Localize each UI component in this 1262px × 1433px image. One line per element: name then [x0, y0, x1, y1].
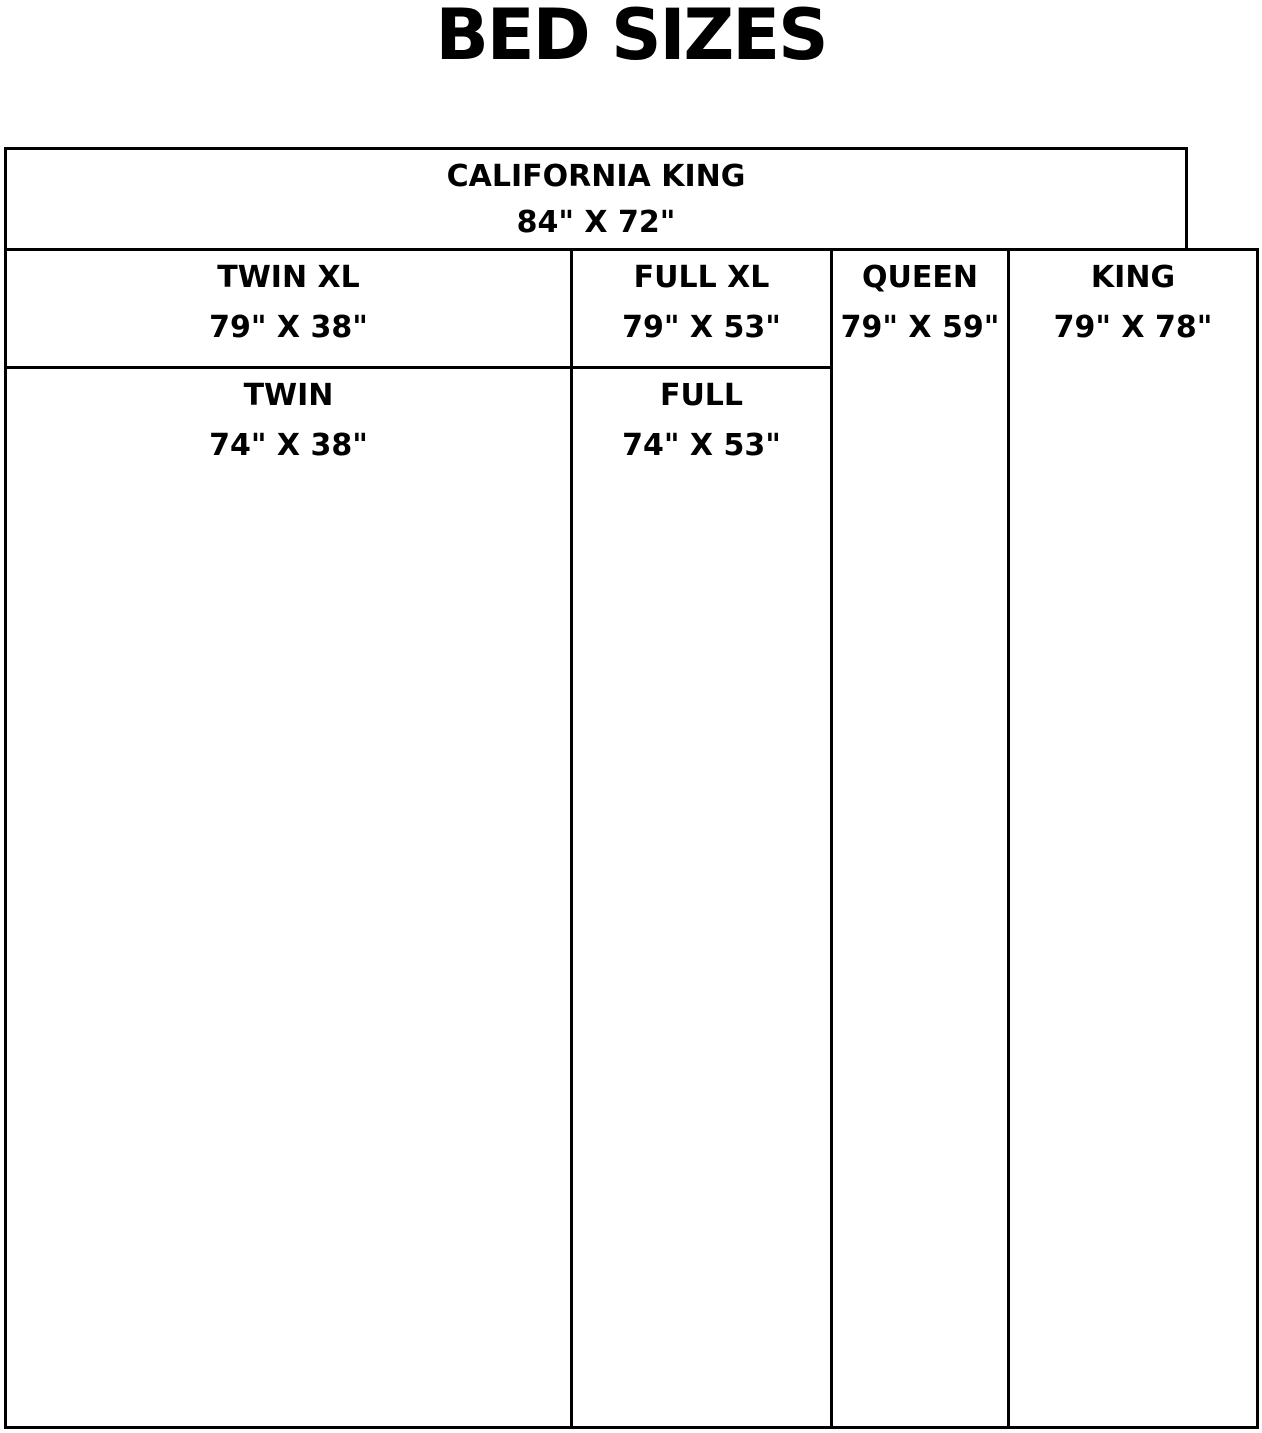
bed-name: FULL [659, 378, 744, 413]
bed-name: QUEEN [862, 260, 978, 295]
bed-king [1007, 248, 1259, 1429]
bed-name: KING [1090, 260, 1176, 295]
bed-california-king [4, 147, 1188, 251]
bed-full [570, 366, 833, 1429]
bed-dimensions: 74" X 53" [622, 428, 781, 463]
bed-dimensions: 79" X 53" [622, 310, 781, 345]
bed-dimensions: 79" X 38" [209, 310, 368, 345]
bed-name: FULL XL [633, 260, 770, 295]
bed-dimensions: 79" X 78" [1053, 310, 1213, 345]
bed-name: CALIFORNIA KING [446, 159, 746, 194]
bed-dimensions: 84" X 72" [516, 205, 676, 240]
bed-dimensions: 79" X 59" [840, 310, 1000, 345]
page-title: BED SIZES [435, 0, 827, 76]
bed-dimensions: 74" X 38" [209, 428, 368, 463]
bed-name: TWIN XL [217, 260, 360, 295]
bed-twin [4, 366, 573, 1429]
bed-queen [830, 248, 1010, 1429]
bed-name: TWIN [243, 378, 334, 413]
